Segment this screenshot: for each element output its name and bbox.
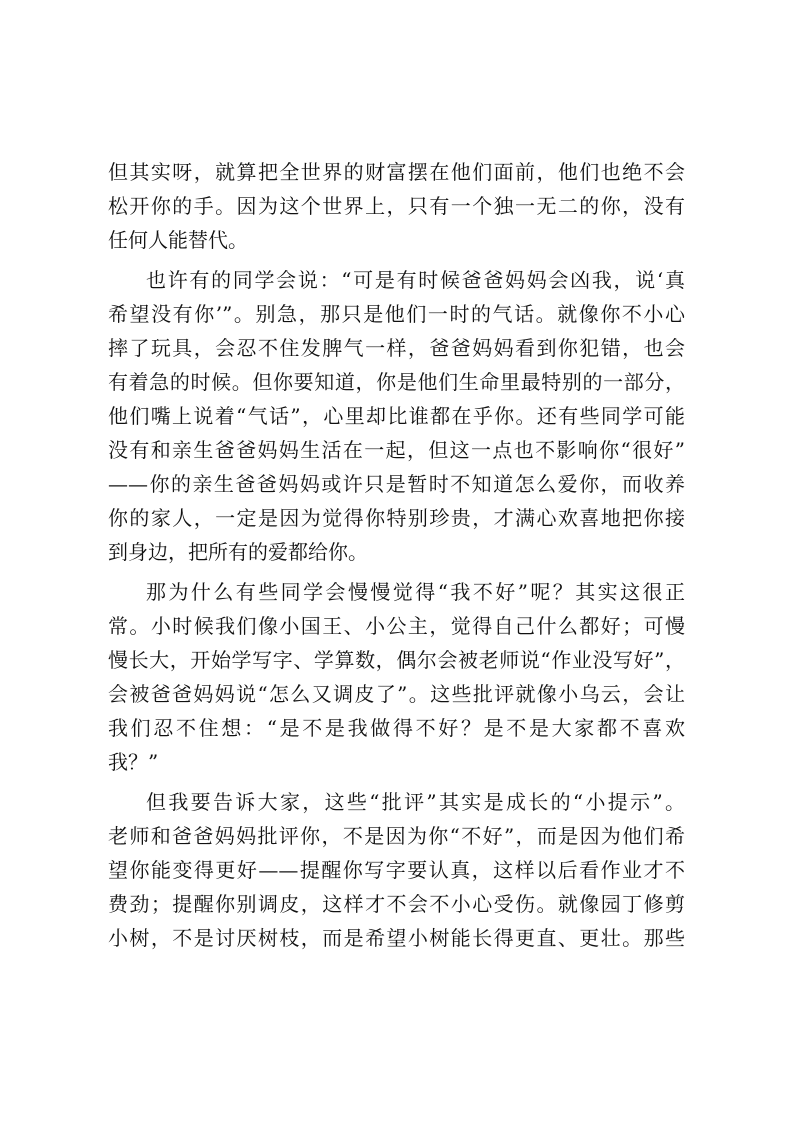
paragraph-3 <box>108 575 685 779</box>
text-line: 松开你的手。因为这个世界上，只有一个独一无二的你，没有 <box>108 194 685 218</box>
text-line: 老师和爸爸妈妈批评你，不是因为你“不好”，而是因为他们希 <box>108 824 685 848</box>
text-line: 摔了玩具，会忍不住发脾气一样，爸爸妈妈看到你犯错，也会 <box>108 336 685 360</box>
text-line: 没有和亲生爸爸妈妈生活在一起，但这一点也不影响你“很好” <box>108 438 685 462</box>
text-line: 他们嘴上说着“气话”，心里却比谁都在乎你。还有些同学可能 <box>108 404 685 428</box>
text-line: 我？” <box>108 750 159 774</box>
text-line: 费劲；提醒你别调皮，这样才不会不小心受伤。就像园丁修剪 <box>108 892 685 916</box>
text-line: 会被爸爸妈妈说“怎么又调皮了”。这些批评就像小乌云，会让 <box>108 682 685 706</box>
text-line: 望你能变得更好——提醒你写字要认真，这样以后看作业才不 <box>108 858 685 882</box>
text-line: 到身边，把所有的爱都给你。 <box>108 540 368 564</box>
text-line: 你的家人，一定是因为觉得你特别珍贵，才满心欢喜地把你接 <box>108 506 685 530</box>
text-line: 那为什么有些同学会慢慢觉得“我不好”呢？其实这很正 <box>146 580 685 604</box>
text-line: 但其实呀，就算把全世界的财富摆在他们面前，他们也绝不会 <box>108 160 685 184</box>
text-line: 我们忍不住想：“是不是我做得不好？是不是大家都不喜欢 <box>108 716 685 740</box>
paragraph-4 <box>108 785 685 955</box>
text-line: 也许有的同学会说：“可是有时候爸爸妈妈会凶我，说‘真 <box>146 268 685 292</box>
text-line: ——你的亲生爸爸妈妈或许只是暂时不知道怎么爱你，而收养 <box>108 472 685 496</box>
text-line: 任何人能替代。 <box>108 228 248 252</box>
document-body <box>108 155 685 961</box>
text-line: 有着急的时候。但你要知道，你是他们生命里最特别的一部分， <box>108 370 685 394</box>
text-line: 希望没有你’”。别急，那只是他们一时的气话。就像你不小心 <box>108 302 685 326</box>
text-line: 但我要告诉大家，这些“批评”其实是成长的“小提示”。 <box>146 790 685 814</box>
text-line: 常。小时候我们像小国王、小公主，觉得自己什么都好；可慢 <box>108 614 685 638</box>
paragraph-2 <box>108 263 685 569</box>
text-line: 小树，不是讨厌树枝，而是希望小树能长得更直、更壮。那些 <box>108 926 685 950</box>
text-line: 慢长大，开始学写字、学算数，偶尔会被老师说“作业没写好”， <box>108 648 685 672</box>
paragraph-1 <box>108 155 685 257</box>
